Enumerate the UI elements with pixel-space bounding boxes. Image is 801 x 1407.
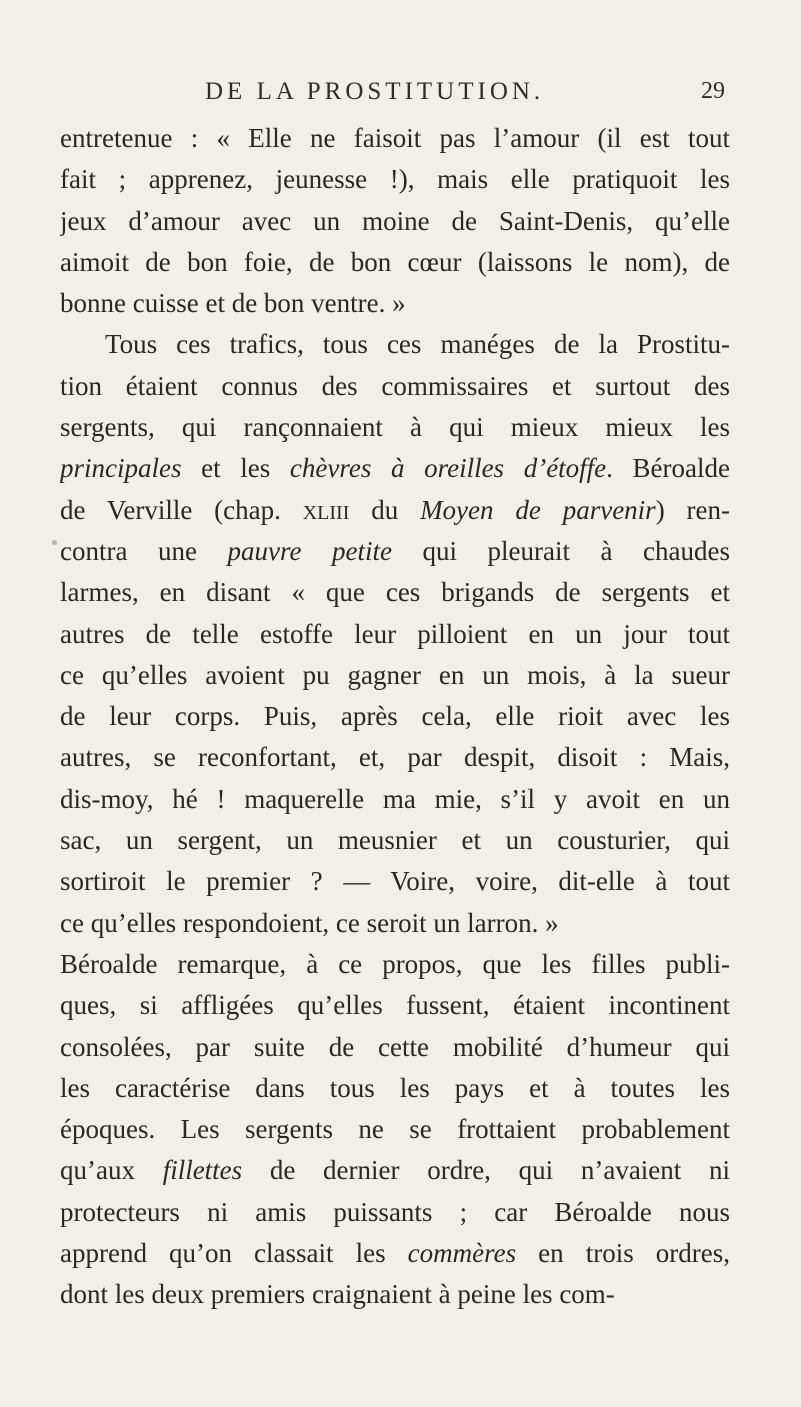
text-segment: Tous ces trafics, tous ces manéges de la Prostitu- bbox=[105, 329, 730, 360]
text-segment: qu’aux bbox=[60, 1155, 163, 1186]
text-segment: ce qu’elles avoient pu gagner en un mois, à la sueur bbox=[60, 659, 730, 690]
italic-text: pauvre petite bbox=[227, 535, 392, 566]
text-line bbox=[60, 655, 730, 696]
text-line bbox=[60, 944, 730, 985]
text-segment: larmes, en disant « que ces brigands de sergents et bbox=[60, 577, 730, 608]
text-line bbox=[60, 324, 730, 365]
text-line bbox=[60, 1233, 730, 1274]
text-line bbox=[60, 614, 730, 655]
text-segment: de dernier ordre, qui n’avaient ni bbox=[242, 1155, 730, 1186]
text-segment: du bbox=[349, 494, 421, 525]
text-segment: XLIII bbox=[302, 501, 350, 524]
text-line bbox=[60, 283, 730, 324]
text-segment: aimoit de bon foie, de bon cœur (laissons le nom), de bbox=[60, 246, 730, 277]
text-line bbox=[60, 1150, 730, 1191]
text-line bbox=[60, 779, 730, 820]
text-segment: sergents, qui rançonnaient à qui mieux mieux les bbox=[60, 412, 730, 443]
text-line bbox=[60, 820, 730, 861]
italic-text: chèvres à oreilles d’étoffe bbox=[289, 453, 607, 484]
text-segment: les caractérise dans tous les pays et à toutes les bbox=[60, 1072, 730, 1103]
italic-text: commères bbox=[407, 1238, 517, 1269]
text-segment: entretenue : « Elle ne faisoit pas l’amour (il est tout bbox=[60, 123, 730, 153]
text-line bbox=[60, 242, 730, 283]
body-text bbox=[60, 118, 730, 1316]
text-line bbox=[60, 159, 730, 200]
text-segment: bonne cuisse et de bon ventre. » bbox=[60, 288, 406, 319]
text-segment: dis-moy, hé ! maquerelle ma mie, s’il y avoit en un bbox=[60, 783, 730, 814]
text-line bbox=[60, 861, 730, 902]
text-line bbox=[60, 1109, 730, 1150]
text-segment: autres, se reconfortant, et, par despit, disoit : Mais, bbox=[60, 742, 730, 773]
text-segment: époques. Les sergents ne se frottaient probablement bbox=[60, 1114, 730, 1145]
text-line bbox=[60, 490, 730, 531]
text-segment: . Béroalde bbox=[606, 453, 730, 484]
text-segment: sortiroit le premier ? — Voire, voire, dit-elle à tout bbox=[60, 866, 730, 897]
italic-text: principales bbox=[60, 453, 182, 484]
italic-text: fillettes bbox=[162, 1155, 243, 1186]
page-number: 29 bbox=[701, 78, 725, 104]
text-segment: autres de telle estoffe leur pilloient en un jour tout bbox=[60, 618, 730, 649]
text-segment: en trois ordres, bbox=[516, 1238, 730, 1269]
text-segment: protecteurs ni amis puissants ; car Béroalde nous bbox=[60, 1196, 730, 1227]
text-segment: de leur corps. Puis, après cela, elle rioit avec les bbox=[60, 701, 730, 732]
text-line bbox=[60, 531, 730, 572]
text-line bbox=[60, 737, 730, 778]
text-segment: sac, un sergent, un meusnier et un cousturier, qui bbox=[60, 825, 730, 856]
text-line bbox=[60, 118, 730, 159]
running-head: DE LA PROSTITUTION. bbox=[205, 78, 545, 105]
text-line bbox=[60, 448, 730, 489]
text-segment: consolées, par suite de cette mobilité d’humeur qui bbox=[60, 1031, 730, 1062]
margin-speck bbox=[52, 540, 57, 545]
text-segment: dont les deux premiers craignaient à peine les com- bbox=[60, 1279, 615, 1310]
text-segment: ce qu’elles respondoient, ce seroit un larron. » bbox=[60, 907, 559, 938]
text-segment: tion étaient connus des commissaires et surtout des bbox=[60, 370, 730, 401]
text-line bbox=[60, 201, 730, 242]
text-segment: et les bbox=[181, 453, 290, 484]
text-line bbox=[60, 1027, 730, 1068]
text-line bbox=[60, 696, 730, 737]
text-segment: ques, si affligées qu’elles fussent, étaient incontinent bbox=[60, 990, 730, 1021]
text-segment: apprend qu’on classait les bbox=[60, 1238, 408, 1269]
text-segment: jeux d’amour avec un moine de Saint-Denis, qu’elle bbox=[60, 205, 730, 236]
text-line bbox=[60, 572, 730, 613]
text-segment: contra une bbox=[60, 535, 228, 566]
text-line bbox=[60, 1192, 730, 1233]
text-line bbox=[60, 985, 730, 1026]
text-line bbox=[60, 903, 730, 944]
text-line bbox=[60, 1068, 730, 1109]
italic-text: Moyen de parvenir bbox=[420, 494, 656, 525]
page-header bbox=[60, 78, 730, 118]
text-line bbox=[60, 1274, 730, 1315]
text-segment: de Verville (chap. bbox=[60, 494, 303, 525]
text-segment: qui pleurait à chaudes bbox=[391, 535, 730, 566]
text-segment: ) ren- bbox=[655, 494, 730, 525]
text-segment: fait ; apprenez, jeunesse !), mais elle pratiquoit les bbox=[60, 164, 730, 195]
text-line bbox=[60, 366, 730, 407]
text-line bbox=[60, 407, 730, 448]
text-segment: Béroalde remarque, à ce propos, que les filles publi- bbox=[60, 948, 730, 979]
